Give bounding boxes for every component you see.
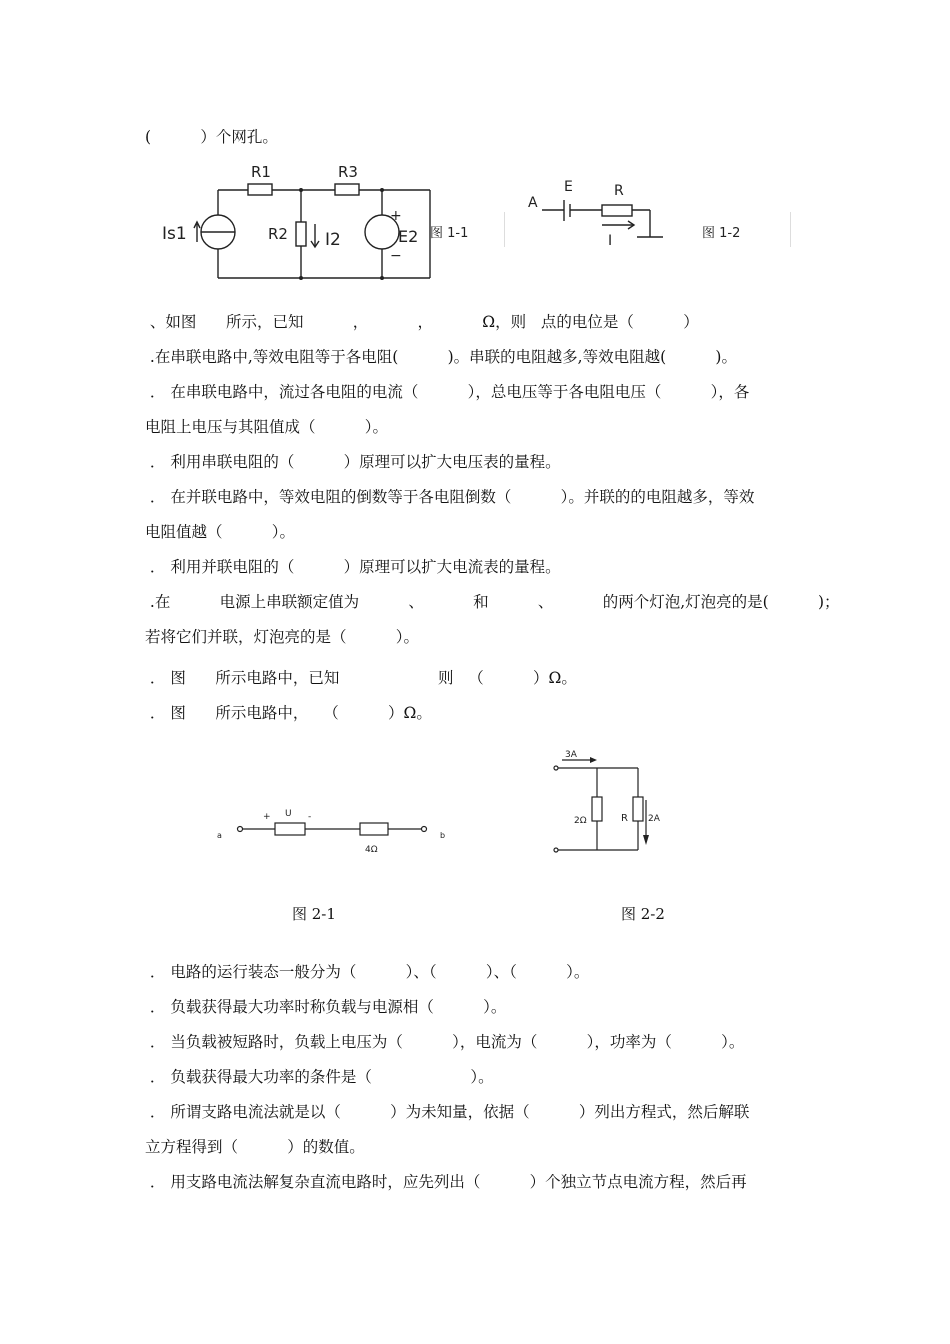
question-line: ． 图 所示电路中， （ ）Ω。 [145,704,432,722]
resistor-r [602,205,632,216]
resistor-r [633,797,643,821]
caption-fig-1-1: 图 1-1 [430,226,469,241]
resistor-r3 [335,184,359,195]
caption-fig-1-2: 图 1-2 [702,226,741,241]
question-line: ． 所谓支路电流法就是以（ ）为未知量，依据（ ）列出方程式，然后解联 [145,1103,750,1121]
label-is1: Is1 [162,224,187,244]
label-a: A [528,195,538,211]
resistor-4ohm [360,823,388,835]
circuit-figure-1-1 [160,160,470,285]
terminal-a [238,827,243,832]
label-r: R [621,813,628,824]
question-line: ． 负载获得最大功率的条件是（ ）。 [145,1068,494,1086]
label-e2-plus: + [390,208,402,224]
question-line: ． 图 所示电路中，已知 则 （ ）Ω。 [145,669,577,687]
question-line: ． 负载获得最大功率时称负载与电源相（ ）。 [145,998,507,1016]
circuit-figure-2-2 [545,745,665,860]
question-line: ． 当负载被短路时，负载上电压为（ ），电流为（ ），功率为（ ）。 [145,1033,745,1051]
question-line: 、如图 所示，已知 ， ， Ω，则 点的电位是（ ） [145,313,699,331]
separator [504,212,505,247]
label-2ohm: 2Ω [574,816,587,826]
label-2a: 2A [648,814,660,824]
question-line: .在 电源上串联额定值为 、 和 、 的两个灯泡,灯泡亮的是( )； [145,593,840,611]
question-line: ． 利用串联电阻的（ ）原理可以扩大电压表的量程。 [145,453,561,471]
label-b: b [440,831,446,840]
caption-fig-2-1: 图 2-1 [292,905,336,923]
terminal-top [554,766,558,770]
resistor-2ohm [592,797,602,821]
separator [790,212,791,247]
circuit-figure-1-2 [522,175,772,250]
question-line: .在串联电路中,等效电阻等于各电阻( )。串联的电阻越多,等效电阻越( )。 [145,348,737,366]
question-line: ． 利用并联电阻的（ ）原理可以扩大电流表的量程。 [145,558,561,576]
label-i: I [608,233,613,249]
label-4ohm: 4Ω [365,845,378,855]
question-line: 电阻上电压与其阻值成（ ）。 [145,418,389,436]
question-line: ． 用支路电流法解复杂直流电路时，应先列出（ ）个独立节点电流方程，然后再 [145,1173,747,1191]
caption-fig-2-2: 图 2-2 [621,905,665,923]
label-a: a [217,831,222,840]
question-line: 电阻值越（ ）。 [145,523,296,541]
label-r2: R2 [268,225,288,243]
label-r3: R3 [338,163,358,181]
label-r: R [614,183,624,199]
question-line: 立方程得到（ ）的数值。 [145,1138,365,1156]
terminal-b [422,827,427,832]
question-line: 若将它们并联，灯泡亮的是（ ）。 [145,628,420,646]
label-e2: E2 [398,227,419,246]
label-i2: I2 [325,230,341,250]
resistor-r1 [248,184,272,195]
label-u: U [285,809,292,819]
resistor-u [275,823,305,835]
question-line: ． 在并联电路中，等效电阻的倒数等于各电阻倒数（ ）。并联的的电阻越多，等效 [145,488,755,506]
terminal-bottom [554,848,558,852]
resistor-r2 [296,222,306,246]
label-e: E [564,179,573,195]
question-line: ( ）个网孔。 [145,128,278,146]
circuit-figure-2-1 [210,800,455,860]
label-3a: 3A [565,750,577,760]
question-line: ． 电路的运行装态一般分为（ ）、（ ）、（ ）。 [145,963,590,981]
label-plus: + [263,812,271,822]
question-line: ． 在串联电路中，流过各电阻的电流（ ），总电压等于各电阻电压（ ），各 [145,383,750,401]
label-r1: R1 [251,163,271,181]
label-minus: - [308,812,312,822]
label-e2-minus: − [390,248,402,264]
